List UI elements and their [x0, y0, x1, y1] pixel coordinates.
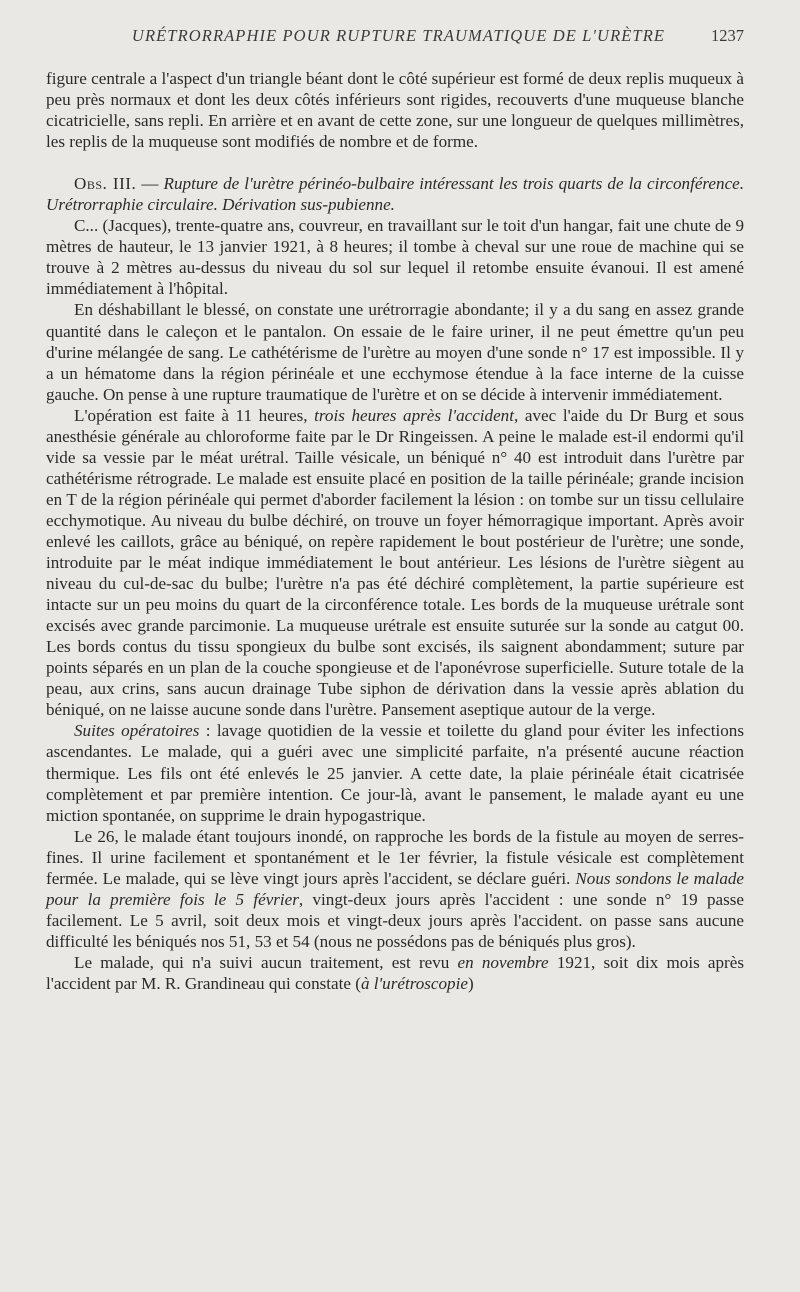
paragraph-1: figure centrale a l'aspect d'un triangle béant dont le côté supérieur est formé de deux replis muqueux à peu près normaux et dont les deux côtés inférieurs sont rigides, recouverts d'une muqueuse blanche cicatricielle, sans repli. En arrière et en avant de cette zone, sur une longueur de quelques millimètres, les replis de la muqueuse sont modifiés de nombre et de forme.: [46, 69, 744, 152]
paragraph-6: [46, 826, 744, 952]
paragraph-5: [46, 720, 744, 825]
p7-emphasis-2: à l'urétroscopie: [360, 973, 468, 993]
p7-part-a: Le malade, qui n'a suivi aucun traitement, est revu: [74, 952, 458, 972]
p7-part-e: ): [467, 973, 474, 993]
observation-title: Rupture de l'urètre périnéo-bulbaire intéressant les trois quarts de la circonférence. Urétrorraphie circulaire. Dérivation sus-pubienne.: [46, 174, 745, 215]
p7-part-c: 1921, soit dix mois après l'accident par M. R. Grandineau qui constate (: [46, 952, 744, 993]
p4-emphasis: trois heures après l'accident: [314, 405, 514, 425]
p6-part-c: , vingt-deux jours après l'accident : une sonde n° 19 passe facilement. Le 5 avril, soit deux mois et vingt-deux jours après l'accident. on passe sans aucune difficulté les béniqués nos 51, 53 et 54 (nous ne possédons pas de béniqués plus gros).: [46, 889, 744, 951]
p7-emphasis-1: en novembre: [457, 952, 549, 972]
p5-emphasis: Suites opératoires: [74, 721, 200, 741]
observation-label: Obs. III.: [74, 174, 137, 194]
p4-part-c: , avec l'aide du Dr Burg et sous anesthésie générale au chloroforme faite par le Dr Ringeissen. A peine le malade est-il endormi qu'il vide sa vessie par le méat urétral. Taille vésicale, un béniqué n° 40 est introduit dans l'urètre par cathétérisme rétrograde. Le malade est ensuite placé en position de la taille périnéale; grande incision en T de la région périnéale qui permet d'aborder facilement la lésion : on tombe sur un tissu cellulaire ecchymotique. Au niveau du bulbe déchiré, on trouve un foyer hémorragique important. Après avoir enlevé les caillots, grâce au béniqué, on repère rapidement le bout postérieur de l'urètre; une sonde, introduite par le méat indique immédiatement le bout antérieur. Les lésions de l'urètre siègent au niveau du cul-de-sac du bulbe; l'urètre n'a pas été déchiré complètement, la partie supérieure est intacte sur un peu moins du quart de la circonférence totale. Les bords de la muqueuse urétrale sont excisés avec grande parcimonie. La muqueuse urétrale est ensuite suturée sur la sonde au catgut 00. Les bords contus du tissu spongieux du bulbe sont excisés, ils saignent abondamment; suture par points séparés en un plan de la couche spongieuse et de l'aponévrose superficielle. Suture totale de la peau, aux crins, sans aucun drainage Tube siphon de dérivation dans la vessie après ablation du béniqué, on ne laisse aucune sonde dans l'urètre. Pansement aseptique autour de la verge.: [46, 405, 745, 720]
running-header: [46, 26, 744, 46]
paragraph-2: C... (Jacques), trente-quatre ans, couvreur, en travaillant sur le toit d'un hangar, fait une chute de 9 mètres de hauteur, le 13 janvier 1921, à 8 heures; il tombe à cheval sur une roue de machine qui se trouve à 2 mètres au-dessus du niveau du sol sur lequel il retombe ensuite évanoui. Il est amené immédiatement à l'hôpital.: [46, 216, 744, 299]
observation-heading: [46, 173, 744, 215]
observation-dash: —: [136, 174, 164, 194]
p6-part-a: Le 26, le malade étant toujours inondé, on rapproche les bords de la fistule au moyen de serres-fines. Il urine facilement et spontanément et le 1er février, la fistule vésicale est complètement fermée. Le malade, qui se lève vingt jours après l'accident, se déclare guéri.: [46, 826, 744, 888]
p4-part-a: L'opération est faite à 11 heures,: [74, 405, 315, 425]
paragraph-3: En déshabillant le blessé, on constate une urétrorragie abondante; il y a du sang en assez grande quantité dans le caleçon et le pantalon. On essaie de le faire uriner, il ne peut émettre qu'un peu d'urine mélangée de sang. Le cathétérisme de l'urètre au moyen d'une sonde n° 17 est impossible. Il y a un hématome dans la région périnéale et une ecchymose étendue à la face interne de la cuisse gauche. On pense à une rupture traumatique de l'urètre et on se décide à intervenir immédiatement.: [46, 300, 744, 404]
paragraph-7: [46, 952, 744, 994]
running-title: URÉTRORRAPHIE POUR RUPTURE TRAUMATIQUE DE L'URÈTRE: [131, 26, 666, 45]
page-number: 1237: [711, 26, 744, 45]
paragraph-4: [46, 405, 744, 721]
p6-emphasis: Nous sondons le malade pour la première fois le 5 février: [46, 868, 744, 909]
spacer: [46, 152, 744, 173]
p5-part-b: : lavage quotidien de la vessie et toilette du gland pour éviter les infections ascendantes. Le malade, qui a guéri avec une simplicité parfaite, n'a présenté aucune réaction thermique. Les fils ont été enlevés le 25 janvier. A cette date, la plaie périnéale était cicatrisée complètement et par première intention. Ce jour-là, avant le pansement, le malade ayant eu une miction spontanée, on supprime le drain hypogastrique.: [46, 721, 744, 825]
